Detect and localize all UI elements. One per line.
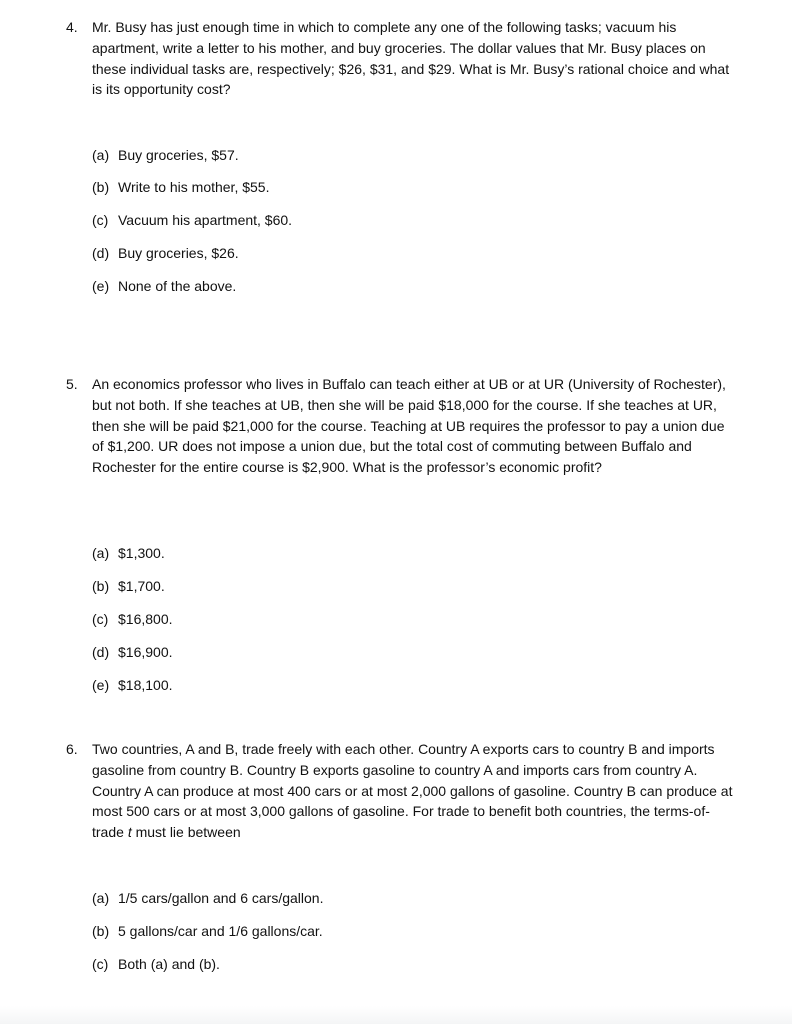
option-text: $18,100. bbox=[118, 677, 173, 693]
option-text: Vacuum his apartment, $60. bbox=[118, 212, 293, 228]
option-6b bbox=[92, 921, 323, 941]
option-5a bbox=[92, 543, 165, 563]
option-text: 1/5 cars/gallon and 6 cars/gallon. bbox=[118, 890, 324, 906]
option-text: Write to his mother, $55. bbox=[118, 179, 270, 195]
page-bottom-edge bbox=[0, 1006, 792, 1024]
terms-of-trade-symbol: t bbox=[127, 824, 132, 841]
option-text: Buy groceries, $57. bbox=[118, 147, 239, 163]
question-text-part: Two countries, A and B, trade freely with each other. Country A exports cars to country B and imports gasoline from country B. Country B exports gasoline to country A and imports cars from country A. Country A can produce at most 400 cars or at most 2,000 gallons of gasoline. Country B can produce at most 500 cars or at most 3,000 gallons of gasoline. For trade to benefit both countries, the terms-of-trade bbox=[92, 741, 733, 841]
option-5d bbox=[92, 642, 173, 662]
question-text bbox=[92, 739, 740, 843]
option-letter: (a) bbox=[92, 147, 110, 163]
option-4d bbox=[92, 243, 239, 263]
option-6a bbox=[92, 888, 323, 908]
option-letter: (d) bbox=[92, 644, 110, 660]
option-text: $1,300. bbox=[118, 545, 165, 561]
option-letter: (b) bbox=[92, 179, 110, 195]
question-number: 4. bbox=[66, 19, 78, 35]
option-5e bbox=[92, 675, 173, 695]
option-4a bbox=[92, 145, 239, 165]
option-5b bbox=[92, 576, 165, 596]
option-letter: (c) bbox=[92, 956, 109, 972]
question-number: 5. bbox=[66, 376, 78, 392]
option-text: 5 gallons/car and 1/6 gallons/car. bbox=[118, 923, 323, 939]
option-text: $16,900. bbox=[118, 644, 173, 660]
question-text-part: must lie between bbox=[131, 824, 241, 841]
option-letter: (d) bbox=[92, 245, 110, 261]
option-letter: (a) bbox=[92, 545, 110, 561]
option-letter: (b) bbox=[92, 578, 110, 594]
option-letter: (c) bbox=[92, 611, 109, 627]
option-4b bbox=[92, 177, 269, 197]
option-letter: (b) bbox=[92, 923, 110, 939]
option-4e bbox=[92, 276, 236, 296]
question-number: 6. bbox=[66, 741, 78, 757]
question-text: Mr. Busy has just enough time in which to complete any one of the following tasks; vacuum his apartment, write a letter to his mother, and buy groceries. The dollar values that Mr. Busy places on these individual tasks are, respectively; $26, $31, and $29. What is Mr. Busy’s rational choice and what is its opportunity cost? bbox=[92, 19, 730, 98]
option-text: $16,800. bbox=[118, 611, 173, 627]
option-text: Buy groceries, $26. bbox=[118, 245, 239, 261]
option-text: None of the above. bbox=[118, 278, 237, 294]
option-text: $1,700. bbox=[118, 578, 165, 594]
option-letter: (a) bbox=[92, 890, 110, 906]
option-letter: (e) bbox=[92, 278, 110, 294]
option-letter: (e) bbox=[92, 677, 110, 693]
option-4c bbox=[92, 210, 292, 230]
option-letter: (c) bbox=[92, 212, 109, 228]
question-text: An economics professor who lives in Buffalo can teach either at UB or at UR (University of Rochester), but not both. If she teaches at UB, then she will be paid $18,000 for the course. If she teaches at UR, then she will be paid $21,000 for the course. Teaching at UB requires the professor to pay a union due of $1,200. UR does not impose a union due, but the total cost of commuting between Buffalo and Rochester for the entire course is $2,900. What is the professor’s economic profit? bbox=[92, 376, 726, 476]
option-5c bbox=[92, 609, 173, 629]
option-text: Both (a) and (b). bbox=[118, 956, 220, 972]
option-6c bbox=[92, 954, 220, 974]
